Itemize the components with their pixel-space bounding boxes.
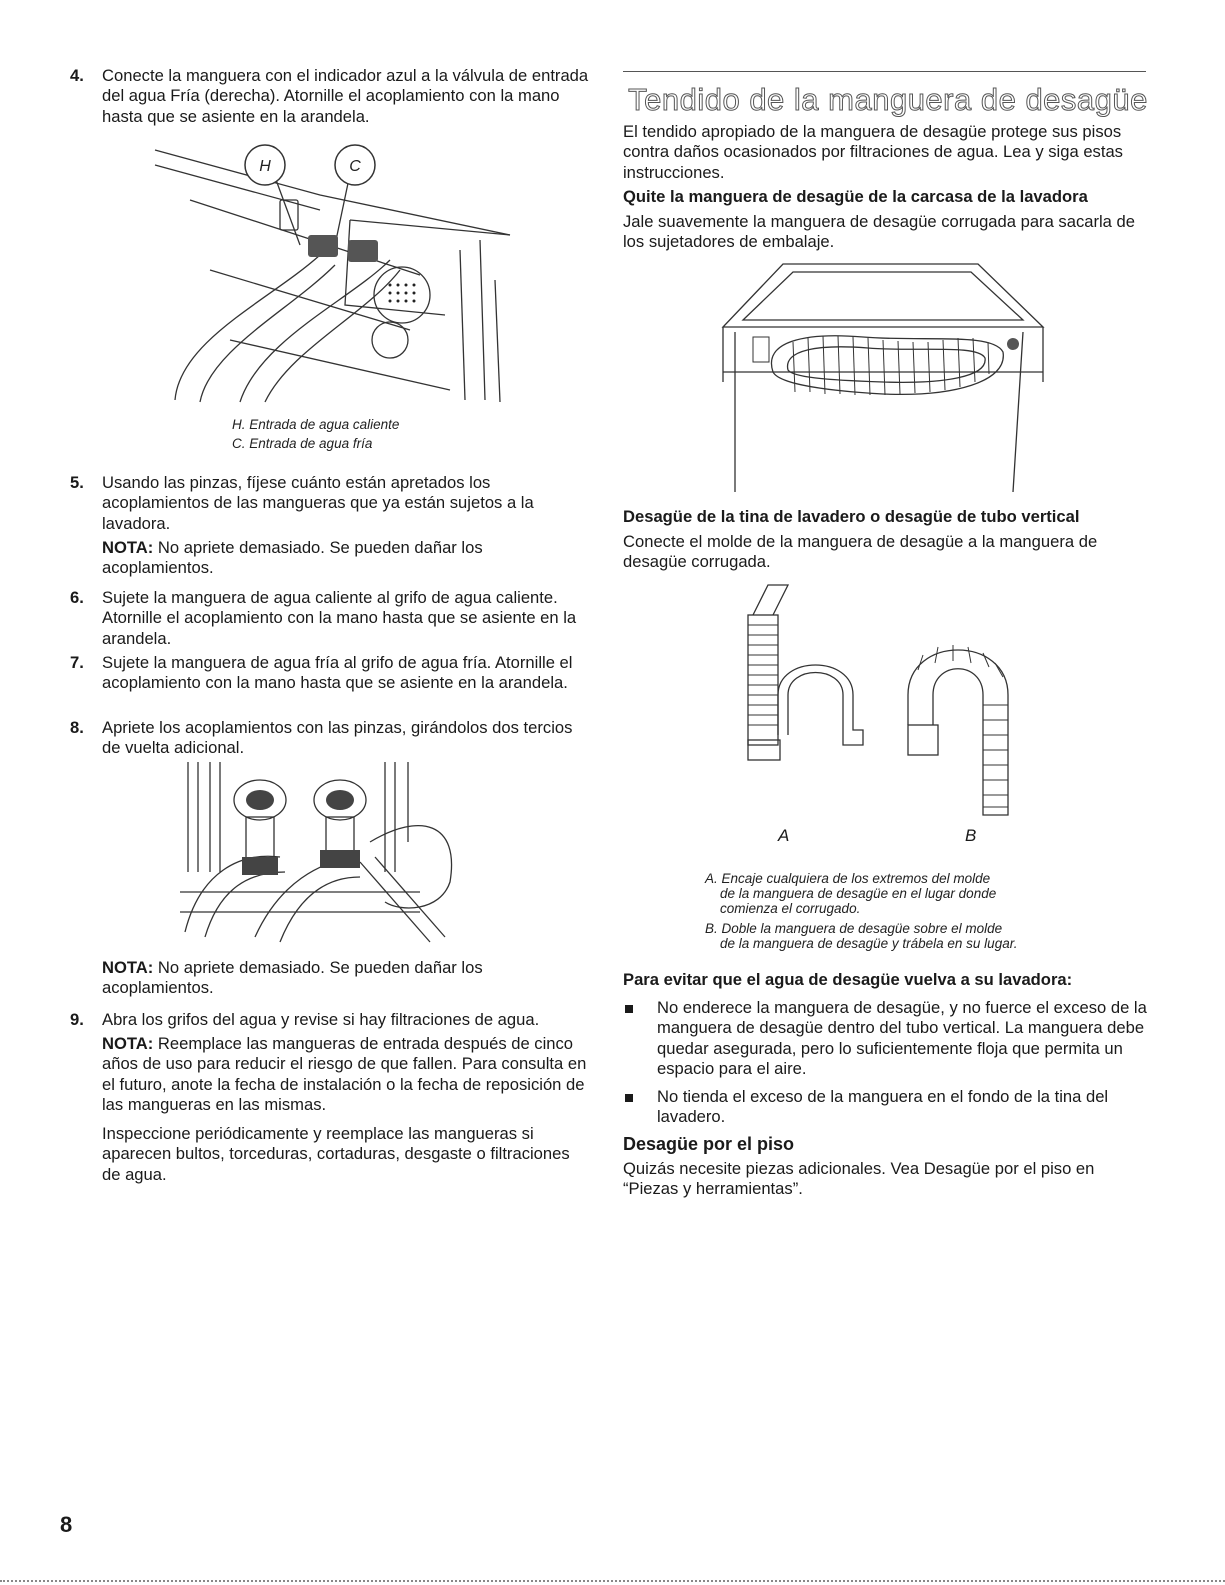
nota-2: [70, 958, 590, 999]
note-label: NOTA:: [102, 538, 154, 557]
figure-label-b: B: [965, 826, 977, 845]
step-7: [70, 653, 590, 694]
step-number: 6.: [70, 588, 84, 607]
subheading-remove-hose: Quite la manguera de desagüe de la carcasa de la lavadora: [623, 187, 1088, 206]
bullet-item: [623, 998, 1153, 1079]
step-5: [70, 473, 590, 534]
step-number: 5.: [70, 473, 84, 492]
caption-b-line2: de la manguera de desagüe y trábela en su lugar.: [720, 936, 1018, 951]
nota-1: [70, 538, 590, 579]
inspect-text: Inspeccione periódicamente y reemplace las mangueras si aparecen bultos, torceduras, cortaduras, desgaste o filtraciones de agua.: [102, 1124, 570, 1184]
floor-drain-text: Quizás necesite piezas adicionales. Vea Desagüe por el piso en “Piezas y herramientas”.: [623, 1159, 1095, 1199]
label-h: H: [259, 158, 271, 175]
step-number: 8.: [70, 718, 84, 737]
caption-a-line1: A. Encaje cualquiera de los extremos del molde: [705, 871, 991, 886]
bullet-item: [623, 1087, 1153, 1128]
note-text: [102, 1034, 590, 1115]
step-number: 4.: [70, 66, 84, 85]
note-label: NOTA:: [102, 1034, 154, 1053]
bullet-text: No enderece la manguera de desagüe, y no fuerce el exceso de la manguera de desagüe dentro del tubo vertical. La manguera debe quedar asegurada, pero lo suficientemente floja que permita un espacio para el aire.: [657, 998, 1147, 1078]
bullet-square-icon: [625, 1005, 633, 1013]
figure-label-a: A: [778, 826, 790, 845]
section-title: Tendido de la manguera de desagüe: [628, 82, 1148, 117]
note-body: Reemplace las mangueras de entrada después de cinco años de uso para reducir el riesgo de que fallen. Para consulta en el futuro, anote la fecha de instalación o la fecha de reposición de las mangueras en las mismas.: [102, 1034, 587, 1114]
step-8: [70, 718, 590, 759]
nota-3: [70, 1034, 590, 1115]
note-label: NOTA:: [102, 958, 154, 977]
faucet-pliers-illustration: [180, 762, 500, 952]
note-text: [102, 958, 590, 999]
drain-hose-form-illustration: [743, 585, 1033, 825]
caption-a-line3: comienza el corrugado.: [720, 901, 861, 916]
caption-b-line1: B. Doble la manguera de desagüe sobre el molde: [705, 921, 1003, 936]
bullet-square-icon: [625, 1094, 633, 1102]
note-body: No apriete demasiado. Se pueden dañar los acoplamientos.: [102, 958, 483, 998]
bottom-border: [0, 1580, 1225, 1584]
step-number: 7.: [70, 653, 84, 672]
step-text: Conecte la manguera con el indicador azul a la válvula de entrada del agua Fría (derecha). Atornille el acoplamiento con la mano hasta que se asiente en la arandela.: [102, 66, 589, 126]
inspect-paragraph: [70, 1124, 590, 1185]
remove-hose-text: Jale suavemente la manguera de desagüe corrugada para sacarla de los sujetadores de embalaje.: [623, 212, 1135, 252]
caption-cold-inlet: C. Entrada de agua fría: [232, 436, 373, 451]
subheading-prevent-backflow: Para evitar que el agua de desagüe vuelva a su lavadora:: [623, 970, 1073, 989]
step-text: Apriete los acoplamientos con las pinzas, girándolos dos tercios de vuelta adicional.: [102, 718, 573, 758]
note-text: [102, 538, 590, 579]
label-c: C: [349, 158, 361, 175]
caption-hot-inlet: H. Entrada de agua caliente: [232, 417, 400, 432]
step-text: Sujete la manguera de agua caliente al grifo de agua caliente. Atornille el acoplamiento con la mano hasta que se asiente en la arandela.: [102, 588, 577, 648]
step-6: [70, 588, 590, 649]
section-divider: [623, 71, 1146, 72]
washer-inlet-illustration: [150, 140, 510, 405]
step-text: Sujete la manguera de agua fría al grifo de agua fría. Atornille el acoplamiento con la mano hasta que se asiente en la arandela.: [102, 653, 573, 693]
subheading-floor-drain: Desagüe por el piso: [623, 1134, 795, 1154]
step-text: Usando las pinzas, fíjese cuánto están apretados los acoplamientos de las mangueras que ya están sujetos a la lavadora.: [102, 473, 534, 533]
step-9: [70, 1010, 590, 1030]
page-number: 8: [60, 1512, 73, 1537]
intro-paragraph: El tendido apropiado de la manguera de desagüe protege sus pisos contra daños ocasionados por filtraciones de agua. Lea y siga estas instrucciones.: [623, 122, 1123, 182]
subheading-standpipe: Desagüe de la tina de lavadero o desagüe de tubo vertical: [623, 507, 1080, 526]
step-text: Abra los grifos del agua y revise si hay filtraciones de agua.: [102, 1010, 540, 1029]
washer-drain-hose-illustration: [723, 262, 1043, 494]
step-4: [70, 66, 590, 127]
caption-a-line2: de la manguera de desagüe en el lugar donde: [720, 886, 997, 901]
standpipe-text: Conecte el molde de la manguera de desagüe a la manguera de desagüe corrugada.: [623, 532, 1098, 572]
bullet-text: No tienda el exceso de la manguera en el fondo de la tina del lavadero.: [657, 1087, 1109, 1127]
step-number: 9.: [70, 1010, 84, 1029]
note-body: No apriete demasiado. Se pueden dañar los acoplamientos.: [102, 538, 483, 578]
